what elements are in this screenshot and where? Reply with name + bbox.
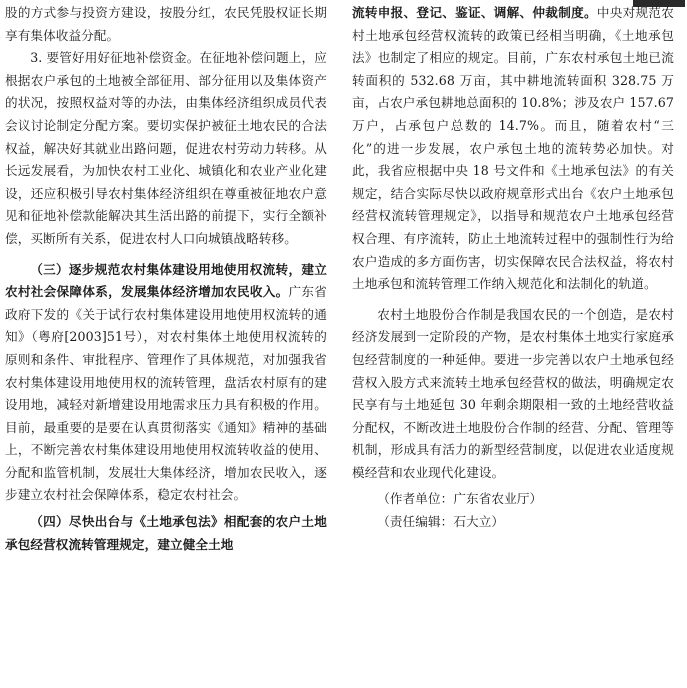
- paragraph-compensation: 3. 要管好用好征地补偿资金。在征地补偿问题上，应根据农户承包的土地被全部征用、部分征用以及集体资产的状况，按照权益对等的办法，由集体经济组织成员代表会议讨论制定分配方案。要切实保护被征土地农民的合法权益，解决好其就业出路问题，促进农村劳动力转移。从长远发展看，为加快农村工业化、城镇化和农业产业化建设，还应积极引导农村集体经济组织在尊重被征地农户意见和征地补偿款能解决其生活出路的前提下，实行全额补偿，买断所有关系，促进农村人口向城镇战略转移。: [5, 50, 327, 246]
- section-4: [5, 511, 327, 556]
- section-3-body: 广东省政府下发的《关于试行农村集体建设用地使用权流转的通知》（粤府[2003]51号），对农村集体土地使用权流转的原则和条件、审批程序、管理作了具体规范，对加强我省农村集体建设用地使用权的流转管理，盘活农村原有的建设用地，减轻对新增建设用地需求压力具有积极的作用。目前，最重要的是要在认真贯彻落实《通知》精神的基础上，不断完善农村集体建设用地使用权流转收益的使用、分配和监管机制，发展壮大集体经济，增加农民收入，逐步建立农村社会保障体系，稳定农村社会。: [5, 284, 327, 503]
- left-column: [5, 2, 327, 556]
- author-affiliation: （作者单位：广东省农业厅）: [377, 491, 543, 507]
- right-column: [352, 2, 674, 534]
- section-3-heading: （三）逐步规范农村集体建设用地使用权流转，建立农村社会保障体系，发展集体经济增加农民收入。: [5, 261, 327, 300]
- paragraph-continued: 股的方式参与投资方建设，按股分红，农民凭股权证长期享有集体收益分配。: [5, 5, 327, 43]
- responsible-editor: （责任编辑：石大立）: [377, 514, 505, 530]
- paragraph-shareholding: 农村土地股份合作制是我国农民的一个创造，是农村经济发展到一定阶段的产物，是农村集体土地实行家庭承包经营制度的一种延伸。要进一步完善以农户土地承包经营权入股方式来流转土地承包经营权的做法，明确规定农民享有与土地延包 30 年剩余期限相一致的土地经营收益分配权，不断改进土地股份合作制的经营、分配、管理等机制，形成具有活力的新型经营制度，以促进农业适度规模经营和农业现代化建设。: [352, 306, 674, 480]
- section-4-continued: [352, 2, 674, 296]
- section-3: [5, 259, 327, 508]
- section-4-body: 中央对规范农村土地承包经营权流转的政策已经相当明确，《土地承包法》也制定了相应的规定。目前，广东农村承包土地已流转面积的 532.68 万亩，其中耕地流转面积 328.75 万亩，占农户承包耕地总面积的 10.8%；涉及农户 157.67 万户，占承包户总数的 14.7%。而且，随着农村“三化”的进一步发展，农户承包土地的流转势必加快。对此，我省应根据中央 18 号文件和《土地承包法》的有关规定，结合实际尽快以政府规章形式出台《农户土地承包经营权流转管理规定》，以指导和规范农户土地承包经营权合理、有序流转，防止土地流转过程中的强制性行为给农户造成的多方面伤害，切实保障农民合法权益，将农村土地承包和流转管理工作纳入规范化和法制化的轨道。: [352, 5, 674, 292]
- section-4-heading-cont: 流转申报、登记、鉴证、调解、仲裁制度。: [352, 5, 597, 20]
- section-4-heading: （四）尽快出台与《土地承包法》相配套的农户土地承包经营权流转管理规定，建立健全土地: [5, 514, 327, 552]
